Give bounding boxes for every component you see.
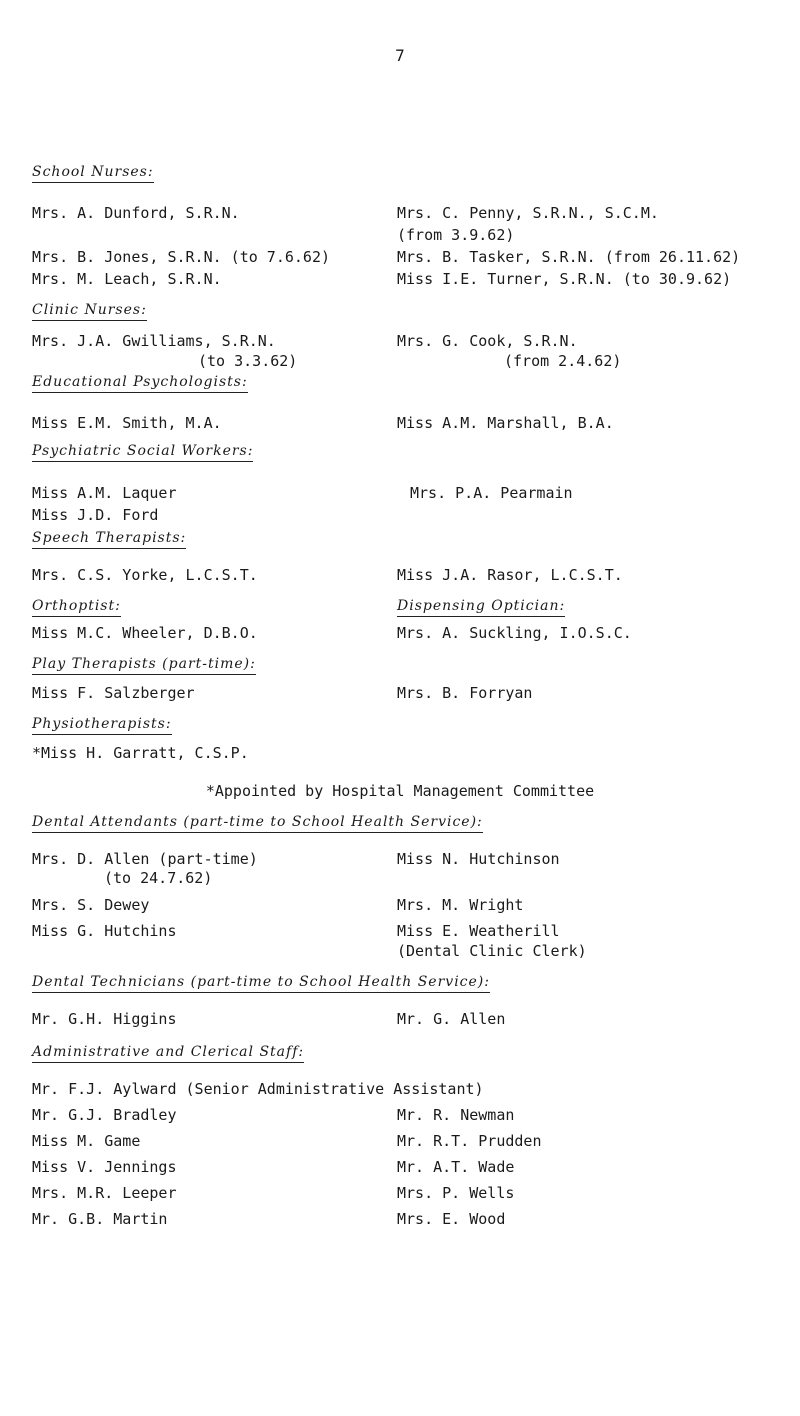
admin-staff-4: Mr. R.T. Prudden	[397, 1132, 542, 1150]
dental-technician-2: Mr. G. Allen	[397, 1010, 506, 1028]
heading-dental-attendants: Dental Attendants (part-time to School Health Service):	[32, 814, 483, 833]
heading-clinic-nurses: Clinic Nurses:	[32, 302, 147, 321]
physiotherapist-1: *Miss H. Garratt, C.S.P.	[32, 744, 249, 762]
admin-staff-5: Miss V. Jennings	[32, 1158, 177, 1176]
admin-staff-3: Miss M. Game	[32, 1132, 141, 1150]
admin-senior: Mr. F.J. Aylward (Senior Administrative Assistant)	[32, 1080, 484, 1098]
school-nurse-3: Mrs. B. Jones, S.R.N. (to 7.6.62)	[32, 248, 331, 266]
heading-dental-technicians: Dental Technicians (part-time to School Health Service):	[32, 974, 490, 993]
play-therapist-1: Miss F. Salzberger	[32, 684, 195, 702]
heading-play-therapists: Play Therapists (part-time):	[32, 656, 256, 675]
clinic-nurse-2-date: (from 2.4.62)	[504, 352, 622, 370]
heading-administrative-staff: Administrative and Clerical Staff:	[32, 1044, 304, 1063]
school-nurse-2: Mrs. C. Penny, S.R.N., S.C.M.	[397, 204, 659, 222]
clinic-nurse-2: Mrs. G. Cook, S.R.N.	[397, 332, 578, 350]
play-therapist-2: Mrs. B. Forryan	[397, 684, 533, 702]
dental-attendant-1: Mrs. D. Allen (part-time)	[32, 850, 258, 868]
school-nurse-1: Mrs. A. Dunford, S.R.N.	[32, 204, 240, 222]
admin-staff-10: Mrs. E. Wood	[397, 1210, 506, 1228]
orthoptist-1: Miss M.C. Wheeler, D.B.O.	[32, 624, 258, 642]
dental-attendant-5: Miss G. Hutchins	[32, 922, 177, 940]
clinic-nurse-1-date: (to 3.3.62)	[198, 352, 298, 370]
admin-staff-7: Mrs. M.R. Leeper	[32, 1184, 177, 1202]
ed-psych-1: Miss E.M. Smith, M.A.	[32, 414, 222, 432]
school-nurse-6: Miss I.E. Turner, S.R.N. (to 30.9.62)	[397, 270, 732, 288]
admin-staff-1: Mr. G.J. Bradley	[32, 1106, 177, 1124]
heading-psychiatric-social-workers: Psychiatric Social Workers:	[32, 443, 253, 462]
heading-physiotherapists: Physiotherapists:	[32, 716, 172, 735]
dental-technician-1: Mr. G.H. Higgins	[32, 1010, 177, 1028]
dental-attendant-1-date: (to 24.7.62)	[104, 869, 213, 887]
page-number: 7	[395, 46, 405, 65]
speech-therapist-1: Mrs. C.S. Yorke, L.C.S.T.	[32, 566, 258, 584]
heading-school-nurses: School Nurses:	[32, 164, 154, 183]
dental-attendant-3: Mrs. S. Dewey	[32, 896, 150, 914]
heading-dispensing-optician: Dispensing Optician:	[397, 598, 565, 617]
psw-1: Miss A.M. Laquer	[32, 484, 177, 502]
admin-staff-9: Mr. G.B. Martin	[32, 1210, 168, 1228]
admin-staff-6: Mr. A.T. Wade	[397, 1158, 515, 1176]
school-nurse-5: Mrs. M. Leach, S.R.N.	[32, 270, 222, 288]
dental-attendant-6: Miss E. Weatherill	[397, 922, 560, 940]
ed-psych-2: Miss A.M. Marshall, B.A.	[397, 414, 614, 432]
admin-staff-8: Mrs. P. Wells	[397, 1184, 515, 1202]
appointment-note: *Appointed by Hospital Management Committee	[205, 782, 595, 800]
heading-educational-psychologists: Educational Psychologists:	[32, 374, 248, 393]
clinic-nurse-1: Mrs. J.A. Gwilliams, S.R.N.	[32, 332, 276, 350]
school-nurse-2-date: (from 3.9.62)	[397, 226, 515, 244]
dental-attendant-4: Mrs. M. Wright	[397, 896, 524, 914]
psw-3: Miss J.D. Ford	[32, 506, 159, 524]
optician-1: Mrs. A. Suckling, I.O.S.C.	[397, 624, 632, 642]
dental-attendant-2: Miss N. Hutchinson	[397, 850, 560, 868]
speech-therapist-2: Miss J.A. Rasor, L.C.S.T.	[397, 566, 623, 584]
school-nurse-4: Mrs. B. Tasker, S.R.N. (from 26.11.62)	[397, 248, 741, 266]
heading-orthoptist: Orthoptist:	[32, 598, 121, 617]
admin-staff-2: Mr. R. Newman	[397, 1106, 515, 1124]
heading-speech-therapists: Speech Therapists:	[32, 530, 186, 549]
dental-attendant-6-role: (Dental Clinic Clerk)	[397, 942, 587, 960]
psw-2: Mrs. P.A. Pearmain	[410, 484, 573, 502]
